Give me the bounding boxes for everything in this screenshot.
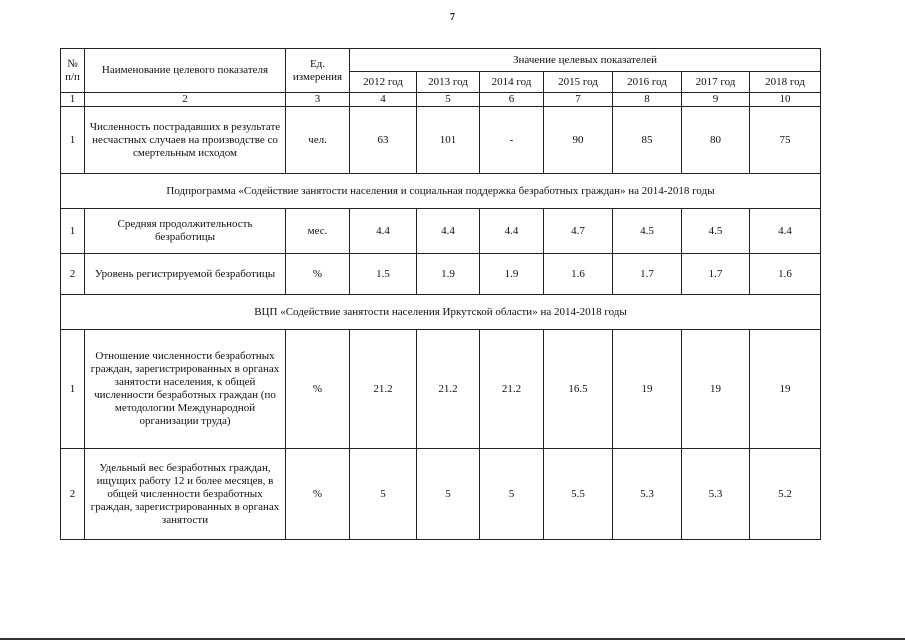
value-cell: 21.2 bbox=[480, 330, 544, 449]
value-cell: 90 bbox=[544, 107, 613, 174]
value-cell: 1.5 bbox=[350, 254, 417, 295]
value-cell: 19 bbox=[682, 330, 750, 449]
value-cell: 75 bbox=[750, 107, 821, 174]
header-year: 2015 год bbox=[544, 72, 613, 93]
value-cell: 21.2 bbox=[350, 330, 417, 449]
header-year: 2018 год bbox=[750, 72, 821, 93]
column-number: 4 bbox=[350, 93, 417, 107]
indicator-unit: % bbox=[286, 254, 350, 295]
value-cell: 16.5 bbox=[544, 330, 613, 449]
indicator-name: Уровень регистрируемой безработицы bbox=[85, 254, 286, 295]
value-cell: 1.7 bbox=[682, 254, 750, 295]
table-row bbox=[61, 254, 821, 295]
value-cell: 4.7 bbox=[544, 209, 613, 254]
value-cell: 4.5 bbox=[613, 209, 682, 254]
value-cell: 5 bbox=[350, 449, 417, 540]
value-cell: 1.6 bbox=[544, 254, 613, 295]
header-year: 2016 год bbox=[613, 72, 682, 93]
header-year: 2014 год bbox=[480, 72, 544, 93]
header-unit: Ед. измерения bbox=[286, 49, 350, 93]
value-cell: 5 bbox=[480, 449, 544, 540]
indicator-unit: % bbox=[286, 449, 350, 540]
value-cell: 1.7 bbox=[613, 254, 682, 295]
value-cell: 19 bbox=[750, 330, 821, 449]
section-title: Подпрограмма «Содействие занятости населения и социальная поддержка безработных граждан» на 2014-2018 годы bbox=[61, 174, 821, 209]
column-number: 7 bbox=[544, 93, 613, 107]
column-number: 5 bbox=[417, 93, 480, 107]
table-row bbox=[61, 449, 821, 540]
value-cell: 21.2 bbox=[417, 330, 480, 449]
column-numbers-row bbox=[61, 93, 821, 107]
value-cell: 19 bbox=[613, 330, 682, 449]
value-cell: 4.4 bbox=[480, 209, 544, 254]
table-row bbox=[61, 209, 821, 254]
indicator-unit: мес. bbox=[286, 209, 350, 254]
value-cell: 63 bbox=[350, 107, 417, 174]
indicator-name: Численность пострадавших в результате несчастных случаев на производстве со смертельным исходом bbox=[85, 107, 286, 174]
value-cell: 80 bbox=[682, 107, 750, 174]
value-cell: 5.5 bbox=[544, 449, 613, 540]
header-year: 2013 год bbox=[417, 72, 480, 93]
header-year: 2012 год bbox=[350, 72, 417, 93]
column-number: 1 bbox=[61, 93, 85, 107]
value-cell: 4.4 bbox=[750, 209, 821, 254]
header-row bbox=[61, 49, 821, 72]
indicator-unit: чел. bbox=[286, 107, 350, 174]
value-cell: 5.3 bbox=[682, 449, 750, 540]
row-num: 1 bbox=[61, 330, 85, 449]
row-num: 1 bbox=[61, 107, 85, 174]
value-cell: 5 bbox=[417, 449, 480, 540]
indicator-name: Средняя продолжительность безработицы bbox=[85, 209, 286, 254]
value-cell: 5.2 bbox=[750, 449, 821, 540]
section-title: ВЦП «Содействие занятости населения Иркутской области» на 2014-2018 годы bbox=[61, 295, 821, 330]
header-num: № п/п bbox=[61, 49, 85, 93]
column-number: 9 bbox=[682, 93, 750, 107]
value-cell: 101 bbox=[417, 107, 480, 174]
column-number: 2 bbox=[85, 93, 286, 107]
column-number: 6 bbox=[480, 93, 544, 107]
value-cell: 1.9 bbox=[417, 254, 480, 295]
column-number: 3 bbox=[286, 93, 350, 107]
value-cell: 4.5 bbox=[682, 209, 750, 254]
section-header-row bbox=[61, 295, 821, 330]
page-number: 7 bbox=[450, 12, 455, 23]
value-cell: 5.3 bbox=[613, 449, 682, 540]
value-cell: 4.4 bbox=[350, 209, 417, 254]
value-cell: 85 bbox=[613, 107, 682, 174]
target-indicators-table bbox=[60, 48, 821, 540]
value-cell: 1.6 bbox=[750, 254, 821, 295]
indicator-unit: % bbox=[286, 330, 350, 449]
header-values: Значение целевых показателей bbox=[350, 49, 821, 72]
column-number: 8 bbox=[613, 93, 682, 107]
value-cell: 1.9 bbox=[480, 254, 544, 295]
row-num: 1 bbox=[61, 209, 85, 254]
value-cell: 4.4 bbox=[417, 209, 480, 254]
table-row bbox=[61, 107, 821, 174]
header-year: 2017 год bbox=[682, 72, 750, 93]
row-num: 2 bbox=[61, 449, 85, 540]
header-name: Наименование целевого показателя bbox=[85, 49, 286, 93]
column-number: 10 bbox=[750, 93, 821, 107]
table-row bbox=[61, 330, 821, 449]
value-cell: - bbox=[480, 107, 544, 174]
indicator-name: Удельный вес безработных граждан, ищущих работу 12 и более месяцев, в общей численности безработных граждан, зарегистрированных в органах занятости bbox=[85, 449, 286, 540]
indicator-name: Отношение численности безработных граждан, зарегистрированных в органах занятости населения, к общей численности безработных граждан (по методологии Международной организации труда) bbox=[85, 330, 286, 449]
section-header-row bbox=[61, 174, 821, 209]
row-num: 2 bbox=[61, 254, 85, 295]
